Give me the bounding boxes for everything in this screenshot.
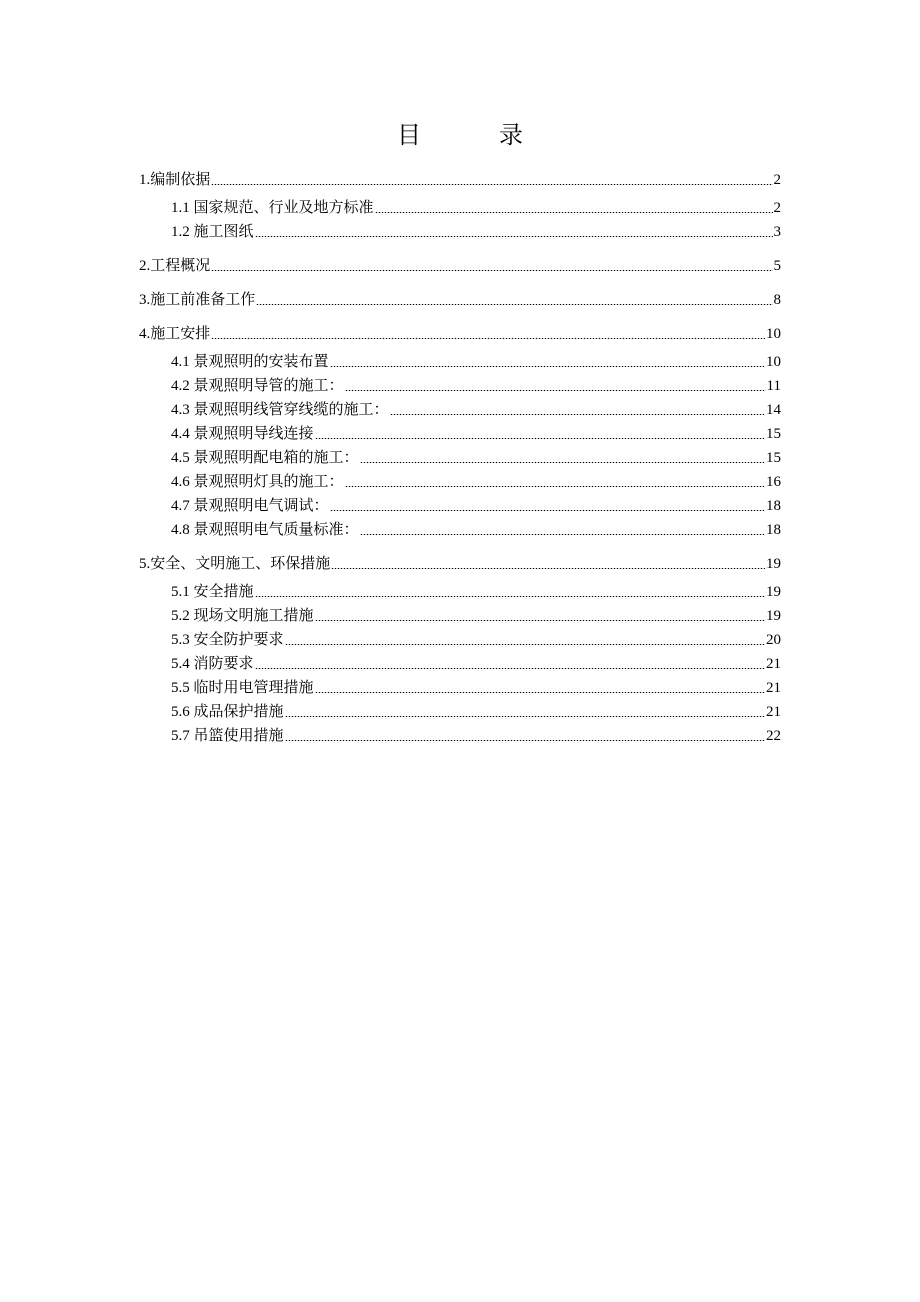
toc-entry-page-number: 18 <box>766 498 781 514</box>
toc-entry[interactable] <box>139 168 781 192</box>
toc-dot-leader <box>255 596 765 597</box>
toc-dot-leader <box>390 414 765 415</box>
toc-entry[interactable] <box>139 374 781 398</box>
toc-dot-leader <box>285 716 765 717</box>
toc-entry-label: 4.5 景观照明配电箱的施工： <box>171 450 359 466</box>
toc-entry-label: 5.4 消防要求 <box>171 656 254 672</box>
toc-entry[interactable] <box>139 350 781 374</box>
toc-entry-label: 1.2 施工图纸 <box>171 224 254 240</box>
toc-entry[interactable] <box>139 422 781 446</box>
toc-dot-leader <box>315 438 765 439</box>
toc-dot-leader <box>255 668 765 669</box>
toc-dot-leader <box>285 740 765 741</box>
toc-dot-leader <box>211 338 765 339</box>
toc-entry-page-number: 19 <box>766 584 781 600</box>
toc-entry-page-number: 19 <box>766 608 781 624</box>
toc-dot-leader <box>256 304 772 305</box>
toc-entry-page-number: 3 <box>773 224 781 240</box>
toc-dot-leader <box>360 462 765 463</box>
toc-title: 目 录 <box>397 123 559 149</box>
toc-entry[interactable] <box>139 254 781 278</box>
toc-entry-page-number: 15 <box>766 426 781 442</box>
toc-entry-page-number: 2 <box>773 200 781 216</box>
toc-entry[interactable] <box>139 398 781 422</box>
toc-entry[interactable] <box>139 580 781 604</box>
toc-entry-page-number: 15 <box>766 450 781 466</box>
toc-entry-label: 4.6 景观照明灯具的施工： <box>171 474 344 490</box>
toc-entry-label: 5.3 安全防护要求 <box>171 632 284 648</box>
toc-entry[interactable] <box>139 724 781 748</box>
toc-entry[interactable] <box>139 604 781 628</box>
toc-entry-label: 5.6 成品保护措施 <box>171 704 284 720</box>
toc-entry[interactable] <box>139 196 781 220</box>
toc-dot-leader <box>211 270 772 271</box>
toc-entry-page-number: 16 <box>766 474 781 490</box>
toc-entry[interactable] <box>139 676 781 700</box>
toc-dot-leader <box>330 366 765 367</box>
toc-entry[interactable] <box>139 552 781 576</box>
toc-entry-page-number: 22 <box>766 728 781 744</box>
toc-entry-page-number: 11 <box>766 378 781 394</box>
toc-dot-leader <box>315 620 765 621</box>
toc-entry[interactable] <box>139 288 781 312</box>
toc-dot-leader <box>375 212 773 213</box>
toc-entry-page-number: 2 <box>773 172 781 188</box>
toc-entry[interactable] <box>139 652 781 676</box>
toc-entry-page-number: 10 <box>766 326 781 342</box>
toc-entry-label: 5.5 临时用电管理措施 <box>171 680 314 696</box>
toc-entry-page-number: 21 <box>766 656 781 672</box>
toc-entry-label: 4.4 景观照明导线连接 <box>171 426 314 442</box>
toc-entry-page-number: 21 <box>766 704 781 720</box>
toc-entry[interactable] <box>139 220 781 244</box>
toc-entry[interactable] <box>139 470 781 494</box>
toc-entry[interactable] <box>139 518 781 542</box>
toc-entry-label: 2.工程概况 <box>139 258 211 274</box>
toc-dot-leader <box>345 486 765 487</box>
toc-entry-label: 4.7 景观照明电气调试： <box>171 498 329 514</box>
toc-dot-leader <box>255 236 773 237</box>
toc-entry-page-number: 21 <box>766 680 781 696</box>
toc-entry-label: 4.施工安排 <box>139 326 211 342</box>
toc-entry-page-number: 14 <box>766 402 781 418</box>
toc-entry-label: 5.7 吊篮使用措施 <box>171 728 284 744</box>
toc-entry-page-number: 5 <box>773 258 781 274</box>
toc-entry-page-number: 20 <box>766 632 781 648</box>
toc-entry[interactable] <box>139 700 781 724</box>
toc-entry-label: 4.2 景观照明导管的施工： <box>171 378 344 394</box>
toc-entry-page-number: 10 <box>766 354 781 370</box>
toc-entry-label: 1.1 国家规范、行业及地方标准 <box>171 200 374 216</box>
toc-entry-page-number: 8 <box>773 292 781 308</box>
toc-entry-label: 5.1 安全措施 <box>171 584 254 600</box>
toc-entry-label: 4.1 景观照明的安装布置 <box>171 354 329 370</box>
toc-entry-label: 3.施工前准备工作 <box>139 292 256 308</box>
toc-entry[interactable] <box>139 446 781 470</box>
toc-dot-leader <box>285 644 765 645</box>
toc-entry-label: 5.2 现场文明施工措施 <box>171 608 314 624</box>
toc-entry[interactable] <box>139 494 781 518</box>
toc-dot-leader <box>331 568 765 569</box>
toc-entry-page-number: 19 <box>766 556 781 572</box>
toc-dot-leader <box>330 510 765 511</box>
toc-entry[interactable] <box>139 322 781 346</box>
toc-entry-label: 5.安全、文明施工、环保措施 <box>139 556 331 572</box>
toc-entry-label: 1.编制依据 <box>139 172 211 188</box>
toc-dot-leader <box>315 692 765 693</box>
toc-entry[interactable] <box>139 628 781 652</box>
toc-entry-page-number: 18 <box>766 522 781 538</box>
toc-dot-leader <box>360 534 765 535</box>
toc-entry-label: 4.8 景观照明电气质量标准： <box>171 522 359 538</box>
toc-dot-leader <box>211 184 772 185</box>
toc-dot-leader <box>345 390 766 391</box>
table-of-contents <box>139 168 781 748</box>
toc-entry-label: 4.3 景观照明线管穿线缆的施工： <box>171 402 389 418</box>
